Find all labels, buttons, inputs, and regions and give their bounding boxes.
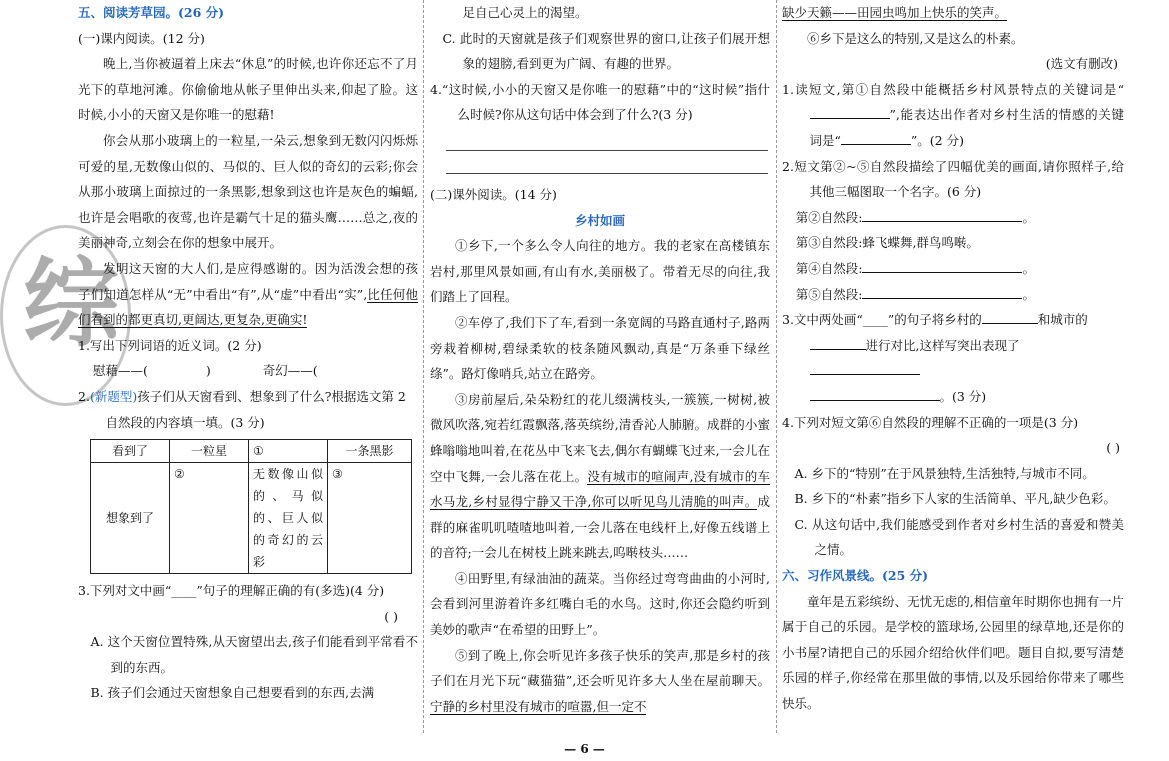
answer-blank[interactable] (810, 336, 866, 350)
passage-paragraph: 晚上,当你被逼着上床去“休息”的时候,也许你还忘不了月光下的草地河滩。你偷偷地从帐子里伸出头来,仰起了脸。这时候,小小的天窗又是你唯一的慰藉! (78, 56, 418, 123)
option-a: A. 这个天窗位置特殊,从天窗望出去,孩子们能看到平常看不到的东西。 (90, 634, 418, 675)
option-b: B. 乡下的“朴素”指乡下人家的生活简单、平凡,缺少色彩。 (794, 491, 1116, 507)
question-4: 4.下列对短文第⑥自然段的理解不正确的一项是(3 分) (782, 414, 1079, 430)
section-6-title: 六、习作风景线。(25 分) (782, 568, 929, 584)
section-5-title: 五、阅读芳草园。(26 分) (78, 5, 225, 20)
synonym-row: 慰藉——( ) 奇幻——( (93, 363, 318, 379)
table-header: 一粒星 (170, 440, 249, 463)
passage-paragraph: 你会从那小玻璃上的一粒星,一朵云,想象到无数闪闪烁烁可爱的星,无数像山似的、马似的、巨人似的奇幻的云彩;你会从那小玻璃上面掠过的一条黑影,想象到这也许是灰色的蝙蝠,也许是会唱歌的夜莺,也许是霸气十足的猫头鹰……总之,夜的美丽神奇,立刻会在你的想象中展开。 (78, 132, 418, 251)
story-paragraph: ④田野里,有绿油油的蔬菜。当你经过弯弯曲曲的小河时,会看到河里游着许多红嘴白毛的水鸟。这时,你还会隐约听到美妙的歌声“在希望的田野上”。 (430, 570, 770, 638)
question-4: 4.“这时候,小小的天窗又是你唯一的慰藉”中的“这时候”指什么时候?你从这句话中体会到了什么?(3 分) (430, 81, 770, 123)
story-title: 乡村如画 (574, 212, 625, 228)
question-1: 1.读短文,第①自然段中能概括乡村风景特点的关键词是“”,能表达出作者对乡村生活的情感的关键词是“ ”。(2 分) (782, 81, 1124, 148)
option-b: B. 孩子们会通过天窗想象自己想要看到的东西,去满 (90, 685, 375, 701)
paragraph-title-row: 第⑤自然段: 。 (782, 282, 1124, 308)
answer-paren[interactable]: ( ) (384, 608, 398, 624)
option-a: A. 乡下的“特别”在于风景独特,生活独特,与城市不同。 (794, 465, 1095, 481)
new-type-tag: (新题型) (89, 388, 138, 404)
fill-table (90, 439, 412, 574)
underlined-sentence: 没有城市的喧闹声,没有城市的车水马龙,乡村显得宁静又干净,你可以听见鸟儿清脆的叫声。 (430, 468, 770, 510)
table-header: 看到了 (91, 440, 170, 463)
paragraph-title-row: 第④自然段: 。 (782, 256, 1124, 282)
source-note: (选文有删改) (1045, 56, 1118, 72)
part-2-title: (二)课外阅读。(14 分) (430, 186, 557, 202)
paragraph-title-example: 第③自然段:蜂飞蝶舞,群鸟鸣啭。 (795, 235, 979, 251)
page-number: — 6 — (564, 742, 605, 756)
answer-blank[interactable] (862, 208, 1022, 222)
story-paragraph: ⑥乡下是这么的特别,又是这么的朴素。 (807, 30, 1024, 46)
underlined-sentence: 宁静的乡村里没有城市的喧嚣,但一定不 (430, 698, 647, 714)
underlined-sentence: 比任何他们看到的都更真切,更阔达,更复杂,更确实! (78, 286, 418, 328)
column-divider (776, 0, 777, 733)
answer-blank[interactable] (862, 284, 1022, 298)
table-row-label: 想象到了 (91, 463, 170, 574)
question-2: 2.(新题型)孩子们从天窗看到、想象到了什么?根据选文第 2 自然段的内容填一填。(3 分) (78, 388, 406, 430)
question-3: 3.文中两处画“____”的句子将乡村的 和城市的 进行对比,这样写突出表现了 。(3 分) (782, 307, 1124, 409)
answer-blank[interactable] (862, 259, 1022, 273)
passage-paragraph: 发明这天窗的大人们,是应得感谢的。因为活泼会想的孩子们知道怎样从“无”中看出“有”,从“虚”中看出“实”,比任何他们看到的都更真切,更阔达,更复杂,更确实! (78, 260, 418, 328)
option-c: C. 从这句话中,我们能感受到作者对乡村生活的喜爱和赞美之情。 (794, 516, 1124, 558)
answer-line[interactable] (446, 128, 768, 151)
table-blank[interactable]: ③ (328, 463, 412, 574)
question-2: 2.短文第②~⑤自然段描绘了四幅优美的画面,请你照样子,给其他三幅图取一个名字。(6 分) (782, 158, 1124, 200)
answer-blank[interactable] (982, 310, 1038, 324)
underlined-sentence: 缺少天籁——田园虫鸣加上快乐的笑声。 (782, 5, 1008, 20)
story-paragraph: ①乡下,一个多么令人向往的地方。我的老家在高楼镇东岩村,那里风景如画,有山有水,美丽极了。带着无尽的向往,我们踏上了回程。 (430, 238, 770, 305)
answer-paren[interactable]: ( ) (1106, 440, 1120, 456)
answer-line[interactable] (446, 151, 768, 174)
column-1 (78, 0, 418, 706)
story-paragraph: ②车停了,我们下了车,看到一条宽阔的马路直通村子,路两旁栽着柳树,碧绿柔软的枝条随风飘动,真是“万条垂下绿丝绦”。路灯像哨兵,站立在路旁。 (430, 314, 770, 382)
part-1-title: (一)课内阅读。(12 分) (78, 30, 205, 46)
table-header: ① (249, 440, 328, 463)
answer-blank[interactable] (810, 361, 920, 375)
table-cell: 无数像山似的、马似的、巨人似的奇幻的云彩 (249, 463, 328, 574)
story-paragraph: ⑤到了晚上,你会听见许多孩子快乐的笑声,那是乡村的孩子们在月光下玩“藏猫猫”,还会听见许多大人坐在屋前聊天。宁静的乡村里没有城市的喧嚣,但一定不 (430, 647, 770, 714)
table-blank[interactable]: ② (170, 463, 249, 574)
question-3: 3.下列对文中画“____”句子的理解正确的有(多选)(4 分) (78, 583, 385, 599)
column-2 (430, 0, 770, 719)
story-paragraph-continued (782, 0, 1124, 26)
paragraph-title-row: 第②自然段: 。 (782, 205, 1124, 231)
question-1: 1.写出下列词语的近义词。(2 分) (78, 337, 262, 353)
option-b-continued: 足自己心灵上的渴望。 (462, 5, 588, 20)
answer-blank[interactable] (810, 105, 890, 119)
option-c: C. 此时的天窗就是孩子们观察世界的窗口,让孩子们展开想象的翅膀,看到更为广阔、有趣的世界。 (442, 30, 770, 72)
column-divider (423, 0, 424, 733)
answer-blank[interactable] (810, 387, 940, 401)
watermark-stamp: 综 (0, 225, 131, 406)
essay-prompt: 童年是五彩缤纷、无忧无虑的,相信童年时期你也拥有一片属于自己的乐园。是学校的篮球场,公园里的绿草地,还是你的小书屋?请把自己的乐园介绍给伙伴们吧。题目自拟,要写清楚乐园的样子,你经常在那里做的事情,以及乐园给你带来了哪些快乐。 (782, 593, 1124, 712)
column-3 (782, 0, 1124, 717)
table-header: 一条黑影 (328, 440, 412, 463)
answer-blank[interactable] (841, 131, 911, 145)
story-paragraph: ③房前屋后,朵朵粉红的花儿缀满枝头,一簇簇,一树树,被微风吹落,宛若红霞飘落,落英缤纷,清香沁人肺腑。成群的小蜜蜂嗡嗡地叫着,在花丛中飞来飞去,偶尔有蝴蝶飞过来,一会儿在空中飞舞,一会儿落在花上。没有城市的喧闹声,没有城市的车水马龙,乡村显得宁静又干净,你可以听见鸟儿清脆的叫声。成群的麻雀叽叽喳喳地叫着,一会儿落在电线杆上,好像五线谱上的音符;一会儿在树枝上跳来跳去,呜啭枝头…… (430, 391, 770, 561)
